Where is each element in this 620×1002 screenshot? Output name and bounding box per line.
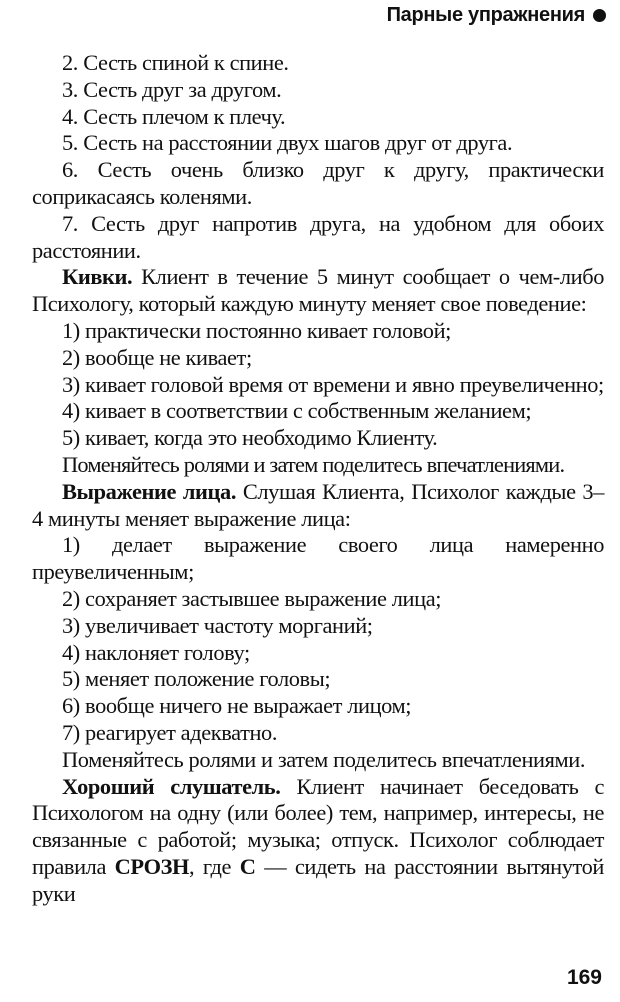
listener-text-1: Клиент начинает беседовать с Психологом на одну (или более) тем, например, интересы, не связанные с работой; музыка; отпуск. Психолог соблюдает правила <box>32 773 605 879</box>
page-body <box>32 50 604 908</box>
list-item: 3. Сесть друг за другом. <box>62 76 282 102</box>
list-item: 5) кивает, когда это необходимо Клиенту. <box>62 425 438 451</box>
list-item: 7. Сесть друг напротив друга, на удобном для обоих расстоянии. <box>32 210 604 263</box>
listener-text-3: — сидеть на расстоянии вытянутой руки <box>32 853 604 906</box>
listener-heading: Хороший слушатель. <box>62 773 281 799</box>
list-item: 3) кивает головой время от времени и явно преувеличенно; <box>62 371 604 397</box>
nods-closing: Поменяйтесь ролями и затем поделитесь впечатлениями. <box>62 451 565 477</box>
face-intro: Слушая Клиента, Психолог каждые 3–4 минуты меняет выражение лица: <box>32 478 604 531</box>
listener-acronym: СРОЗН <box>114 853 190 879</box>
list-item: 4) кивает в соответствии с собственным желанием; <box>62 398 532 424</box>
listener-paragraph <box>32 774 604 908</box>
list-item: 2) вообще не кивает; <box>62 344 252 370</box>
list-item: 3) увеличивает частоту морганий; <box>62 612 373 638</box>
list-item: 1) практически постоянно кивает головой; <box>62 317 451 343</box>
list-item: 5) меняет положение головы; <box>62 666 331 692</box>
nods-heading: Кивки. <box>62 264 133 290</box>
list-item: 6. Сесть очень близко друг к другу, практически соприкасаясь коленями. <box>32 157 604 209</box>
list-item: 6) вообще ничего не выражает лицом; <box>62 693 412 719</box>
header-title: Парные упражнения <box>386 4 585 26</box>
running-header <box>387 4 606 27</box>
bullet-icon <box>593 9 606 22</box>
list-item: 1) делает выражение своего лица намеренно преувеличенным; <box>32 532 604 585</box>
list-item: 4. Сесть плечом к плечу. <box>62 103 286 129</box>
nods-intro: Клиент в течение 5 минут сообщает о чем-либо Психологу, который каждую минуту меняет свое поведение: <box>32 264 604 317</box>
listener-text-2: , где <box>189 853 240 879</box>
face-heading: Выражение лица. <box>62 478 237 504</box>
listener-letter: С <box>239 853 256 879</box>
page-number: 169 <box>566 966 602 989</box>
nods-paragraph <box>32 264 604 318</box>
list-item: 4) наклоняет голову; <box>62 639 250 665</box>
face-paragraph <box>32 479 604 533</box>
list-item: 2. Сесть спиной к спине. <box>62 50 289 75</box>
list-item: 2) сохраняет застывшее выражение лица; <box>62 585 442 611</box>
list-item: 7) реагирует адекватно. <box>62 719 278 745</box>
list-item: 5. Сесть на расстоянии двух шагов друг от друга. <box>62 130 513 156</box>
face-closing: Поменяйтесь ролями и затем поделитесь впечатлениями. <box>62 746 586 772</box>
